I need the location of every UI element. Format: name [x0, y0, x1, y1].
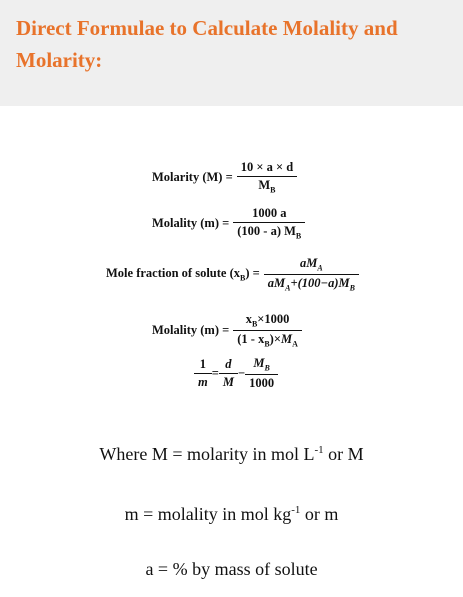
mole-fraction-fraction: $\frac{aM_A}{aM_A+(100-a)M_B}$ — [264, 256, 359, 292]
molarity-numerator: 10 × a × d — [237, 160, 297, 177]
relation-formula: $\frac{1}{m}$ = $\frac{d}{M}$ − $\frac{M_B}{1000}$ — [194, 356, 278, 391]
molality-lhs-2: Molality (m) = — [152, 322, 230, 337]
MB-over-1000: $\frac{M_B}{1000}$ — [245, 356, 278, 391]
mole-fraction-lhs: Mole fraction of solute $(x_B)$ = — [106, 265, 260, 283]
definition-molality: m = molality in mol $kg^{-1}$ or m — [124, 504, 339, 524]
molality-numerator-1: 1000 a — [233, 206, 305, 223]
molality-fraction-2: $\frac{x_B\times 1000}{(1 - x_B)\times M_A}$ — [233, 312, 302, 348]
title-banner — [0, 0, 463, 106]
molality-lhs-1: Molality (m) = — [152, 215, 230, 230]
d-over-M: $\frac{d}{M}$ — [219, 357, 238, 390]
mole-fraction-formula — [106, 256, 359, 292]
molality-denominator-1: (100 - a) $M_B$ — [237, 224, 302, 241]
molarity-lhs: Molarity (M) = — [152, 169, 233, 184]
page-title: Direct Formulae to Calculate Molality and Molarity: — [16, 16, 398, 72]
definition-mass-percent: a = % by mass of solute — [145, 559, 318, 579]
definition-molarity: Where M = molarity in mol $L^{-1}$ or M — [99, 444, 364, 464]
molality-formula-2 — [152, 312, 302, 348]
molarity-denominator: $M_B$ — [258, 178, 276, 195]
molality-fraction-1 — [233, 206, 305, 241]
molarity-formula — [152, 160, 297, 195]
one-over-m: $\frac{1}{m}$ — [194, 357, 212, 390]
molality-formula-1 — [152, 206, 305, 241]
molarity-fraction — [237, 160, 297, 195]
